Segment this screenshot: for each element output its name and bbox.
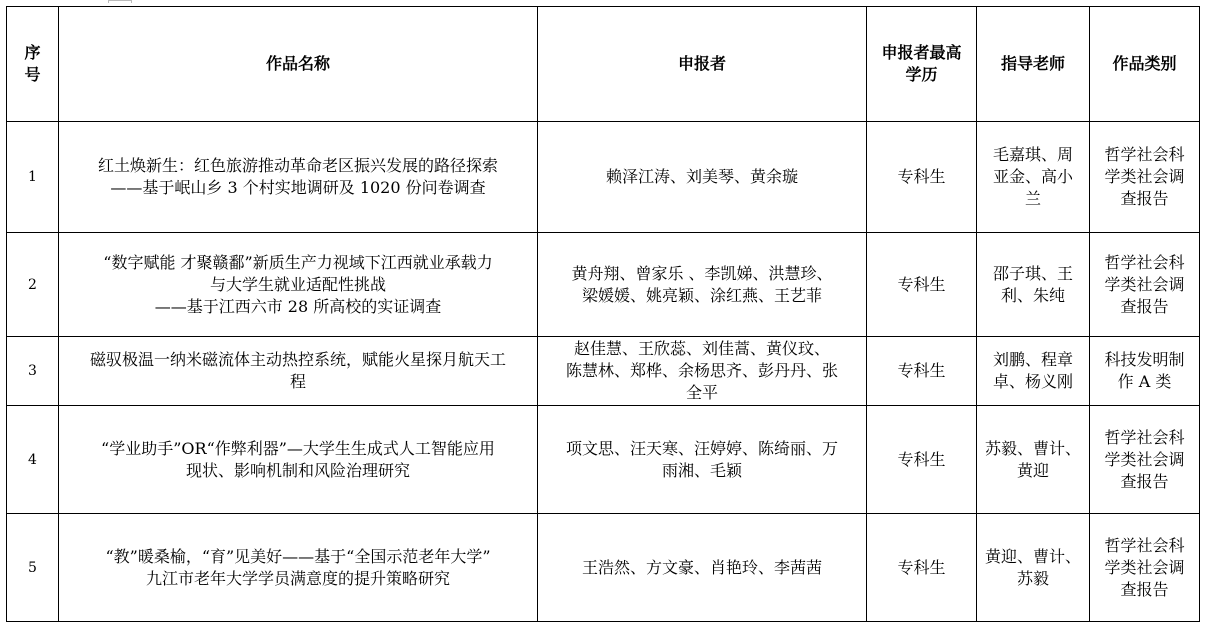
cell-advisors-line: 黄迎 [1016, 460, 1049, 480]
table-row [7, 406, 1200, 514]
cell-applicants [538, 406, 867, 514]
page-edge-mark [108, 0, 132, 3]
cell-title-line: “教”暖桑榆，“育”见美好——基于“全国示范老年大学” [105, 546, 491, 566]
cell-title [59, 337, 538, 406]
header-education [867, 7, 977, 122]
cell-category-line: 哲学社会科 [1104, 427, 1185, 447]
cell-title [59, 406, 538, 514]
cell-advisors [977, 406, 1090, 514]
cell-education [867, 122, 977, 233]
cell-education [867, 406, 977, 514]
cell-advisors-line: 毛嘉琪、周 [992, 145, 1073, 164]
cell-title-line: ——基于江西六市 28 所高校的实证调查 [154, 296, 442, 316]
cell-advisors [977, 233, 1090, 337]
cell-title-line: “学业助手”OR“作弊利器”—大学生生成式人工智能应用 [101, 438, 495, 458]
cell-applicants [538, 233, 867, 337]
cell-title-line: 程 [289, 372, 306, 391]
cell-education [867, 514, 977, 622]
cell-category-line: 查报告 [1120, 579, 1169, 599]
cell-applicants-line: 王浩然、方文豪、肖艳玲、李茜茜 [581, 557, 822, 577]
header-index-label: 序 号 [24, 43, 41, 84]
header-advisors: 指导老师 [977, 7, 1090, 122]
table-body [7, 122, 1200, 622]
cell-title-line: 现状、影响机制和风险治理研究 [185, 460, 410, 480]
cell-index-line: 5 [28, 559, 37, 576]
header-education-label: 申报者最高 学历 [881, 43, 962, 84]
cell-category-line: 作 A 类 [1117, 372, 1172, 391]
cell-index-line: 4 [28, 451, 37, 468]
cell-title-line: 九江市老年大学学员满意度的提升策略研究 [145, 568, 450, 588]
cell-index [7, 233, 59, 337]
cell-category-line: 学类社会调 [1104, 449, 1185, 469]
cell-education-line: 专科生 [897, 167, 946, 186]
cell-index [7, 514, 59, 622]
cell-title-line: ——基于岷山乡 3 个村实地调研及 1020 份问卷调查 [110, 178, 486, 197]
cell-advisors-line: 卓、杨义刚 [992, 372, 1073, 391]
table-row [7, 233, 1200, 337]
cell-category-line: 哲学社会科 [1104, 145, 1185, 164]
cell-title [59, 514, 538, 622]
cell-category [1090, 337, 1200, 406]
cell-category-line: 查报告 [1120, 471, 1169, 491]
cell-category-line: 学类社会调 [1104, 557, 1185, 577]
cell-category-line: 查报告 [1120, 296, 1169, 316]
cell-advisors-line: 苏毅 [1016, 568, 1049, 588]
cell-category [1090, 406, 1200, 514]
cell-applicants-line: 赵佳慧、王欣蕊、刘佳蒿、黄仪玟、 [573, 339, 830, 358]
header-category: 作品类别 [1090, 7, 1200, 122]
cell-applicants-line: 陈慧林、郑桦、余杨思齐、彭丹丹、张 [565, 361, 838, 380]
cell-index [7, 122, 59, 233]
cell-index [7, 406, 59, 514]
cell-category [1090, 233, 1200, 337]
header-title: 作品名称 [59, 7, 538, 122]
cell-category-line: 查报告 [1120, 189, 1169, 208]
cell-education [867, 337, 977, 406]
table-row [7, 122, 1200, 233]
cell-advisors [977, 514, 1090, 622]
cell-education [867, 233, 977, 337]
cell-applicants [538, 337, 867, 406]
cell-advisors [977, 337, 1090, 406]
cell-education-line: 专科生 [897, 449, 946, 469]
cell-applicants-line: 项文思、汪天寒、汪婷婷、陈绮丽、万 [565, 438, 838, 458]
cell-advisors-line: 邵子琪、王 [992, 263, 1073, 283]
cell-index-line: 1 [28, 169, 37, 185]
cell-advisors-line: 兰 [1024, 189, 1041, 208]
cell-category-line: 科技发明制 [1104, 350, 1185, 369]
cell-category-line: 学类社会调 [1104, 274, 1185, 294]
cell-applicants-line: 全平 [685, 383, 718, 402]
cell-title-line: 磁驭极温一纳米磁流体主动热控系统，赋能火星探月航天工 [89, 350, 506, 369]
cell-applicants-line: 梁媛媛、姚亮颖、涂红燕、王艺菲 [581, 285, 822, 305]
header-index [7, 7, 59, 122]
cell-title-line: “数字赋能 才聚赣鄱”新质生产力视域下江西就业承载力 [103, 252, 493, 272]
cell-advisors [977, 122, 1090, 233]
cell-title-line: 红土焕新生：红色旅游推动革命老区振兴发展的路径探索 [97, 156, 498, 175]
cell-applicants-line: 雨湘、毛颖 [661, 460, 742, 480]
cell-advisors-line: 苏毅、曹计、 [984, 438, 1081, 458]
table-row [7, 337, 1200, 406]
cell-category [1090, 122, 1200, 233]
cell-title-line: 与大学生就业适配性挑战 [209, 274, 386, 294]
cell-category-line: 哲学社会科 [1104, 535, 1185, 555]
cell-advisors-line: 刘鹏、程章 [992, 350, 1073, 369]
cell-education-line: 专科生 [897, 274, 946, 294]
cell-category-line: 哲学社会科 [1104, 252, 1185, 272]
cell-title [59, 122, 538, 233]
cell-applicants [538, 122, 867, 233]
table-row [7, 514, 1200, 622]
cell-category-line: 学类社会调 [1104, 167, 1185, 186]
cell-education-line: 专科生 [897, 361, 946, 380]
cell-advisors-line: 黄迎、曹计、 [984, 546, 1081, 566]
cell-education-line: 专科生 [897, 557, 946, 577]
cell-index [7, 337, 59, 406]
cell-category [1090, 514, 1200, 622]
table-header-row [7, 7, 1200, 122]
award-table [6, 6, 1200, 622]
cell-title [59, 233, 538, 337]
cell-applicants-line: 黄舟翔、曾家乐 、李凯娣、洪慧珍、 [571, 263, 833, 283]
cell-index-line: 3 [28, 363, 37, 379]
cell-applicants [538, 514, 867, 622]
cell-index-line: 2 [28, 276, 37, 293]
cell-advisors-line: 利、朱纯 [1000, 285, 1065, 305]
cell-applicants-line: 赖泽江涛、刘美琴、黄余璇 [605, 167, 798, 186]
award-table-container [6, 6, 1200, 622]
cell-advisors-line: 亚金、高小 [992, 167, 1073, 186]
header-applicants: 申报者 [538, 7, 867, 122]
